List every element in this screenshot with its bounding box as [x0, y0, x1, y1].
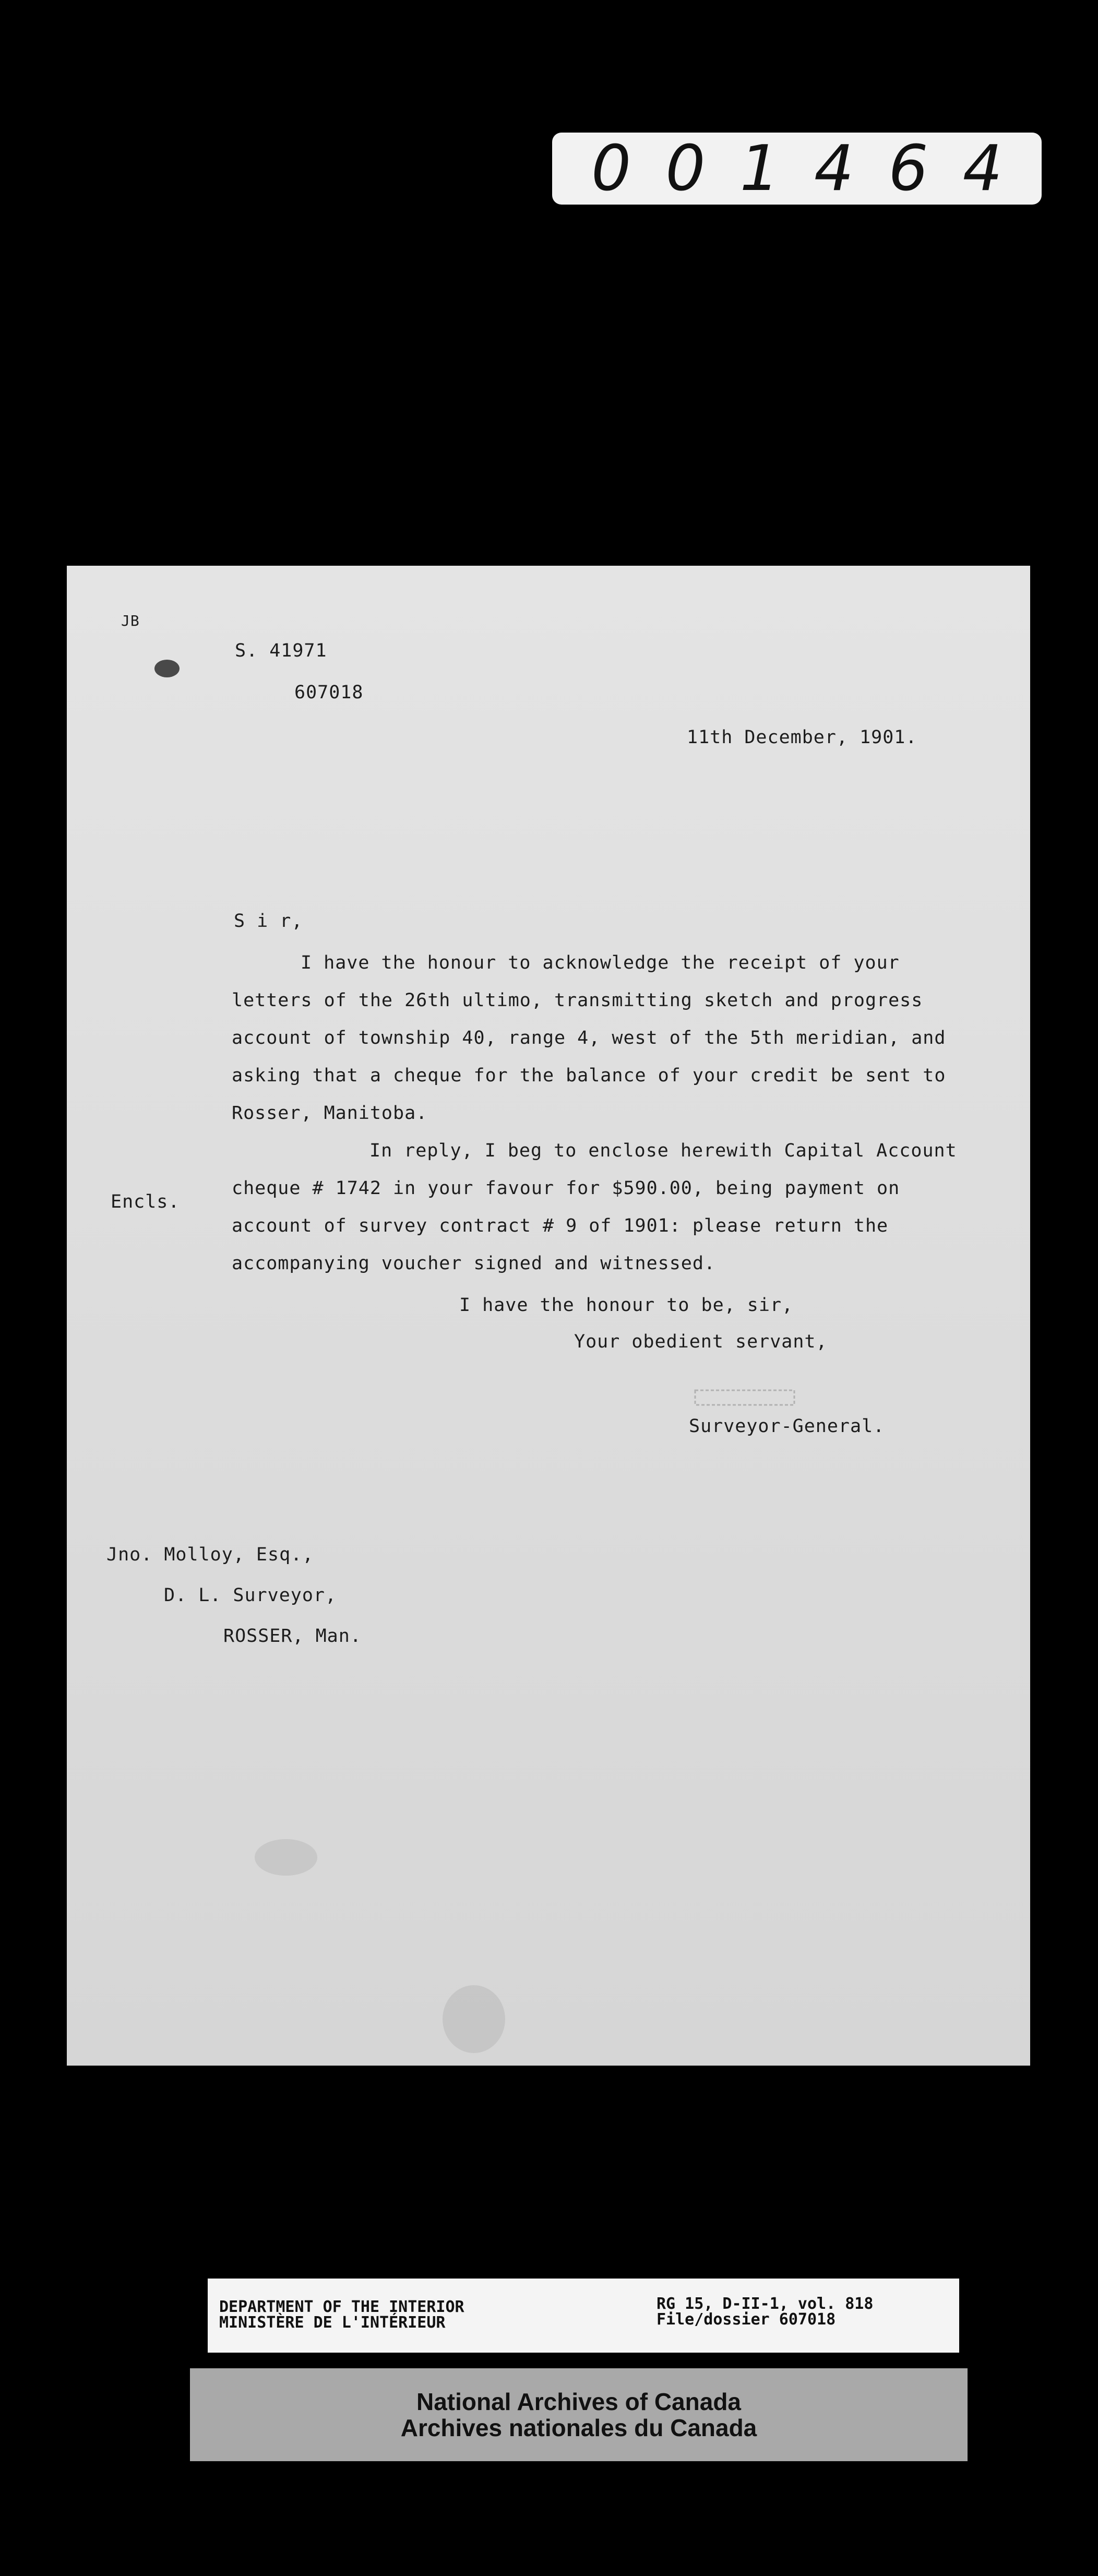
addressee-title: D. L. Surveyor,	[164, 1585, 337, 1606]
body-line: accompanying voucher signed and witnessed.	[232, 1253, 716, 1274]
punch-hole	[154, 660, 180, 677]
body-line: I have the honour to acknowledge the receipt of your	[301, 952, 900, 973]
department-name-en: DEPARTMENT OF THE INTERIOR	[219, 2298, 464, 2316]
body-line: asking that a cheque for the balance of your credit be sent to	[232, 1065, 946, 1086]
typist-initials: JB	[121, 612, 140, 629]
body-line: account of township 40, range 4, west of the 5th meridian, and	[232, 1028, 946, 1048]
file-dossier-reference: File/dossier 607018	[657, 2310, 836, 2329]
file-reference: S. 41971	[235, 640, 327, 661]
signatory-title: Surveyor-General.	[689, 1416, 885, 1437]
department-label-strip	[208, 2279, 959, 2353]
addressee-location: ROSSER, Man.	[223, 1626, 362, 1647]
body-line: account of survey contract # 9 of 1901: please return the	[232, 1215, 889, 1236]
body-line: cheque # 1742 in your favour for $590.00, being payment on	[232, 1178, 900, 1199]
letter-page	[67, 566, 1030, 2066]
enclosures-note: Encls.	[111, 1191, 180, 1212]
paper-stain	[255, 1839, 317, 1876]
addressee-name: Jno. Molloy, Esq.,	[106, 1544, 314, 1565]
salutation: S i r,	[234, 911, 303, 932]
letter-date: 11th December, 1901.	[687, 727, 917, 748]
body-line: letters of the 26th ultimo, transmitting sketch and progress	[232, 990, 923, 1011]
department-name-fr: MINISTÈRE DE L'INTÉRIEUR	[219, 2313, 446, 2332]
national-archives-en: National Archives of Canada	[416, 2388, 741, 2415]
closing-line: I have the honour to be, sir,	[459, 1295, 794, 1316]
record-group-reference: RG 15, D-II-1, vol. 818	[657, 2295, 874, 2313]
closing-line: Your obedient servant,	[574, 1331, 828, 1352]
paper-stain	[443, 1985, 505, 2053]
body-line: In reply, I beg to enclose herewith Capital Account	[369, 1140, 957, 1161]
frame-number-label: 001464	[552, 133, 1042, 205]
national-archives-banner	[190, 2368, 968, 2461]
dossier-reference: 607018	[294, 682, 364, 703]
national-archives-fr: Archives nationales du Canada	[400, 2414, 757, 2441]
faded-signature-stamp	[693, 1385, 797, 1411]
body-line: Rosser, Manitoba.	[232, 1103, 428, 1124]
